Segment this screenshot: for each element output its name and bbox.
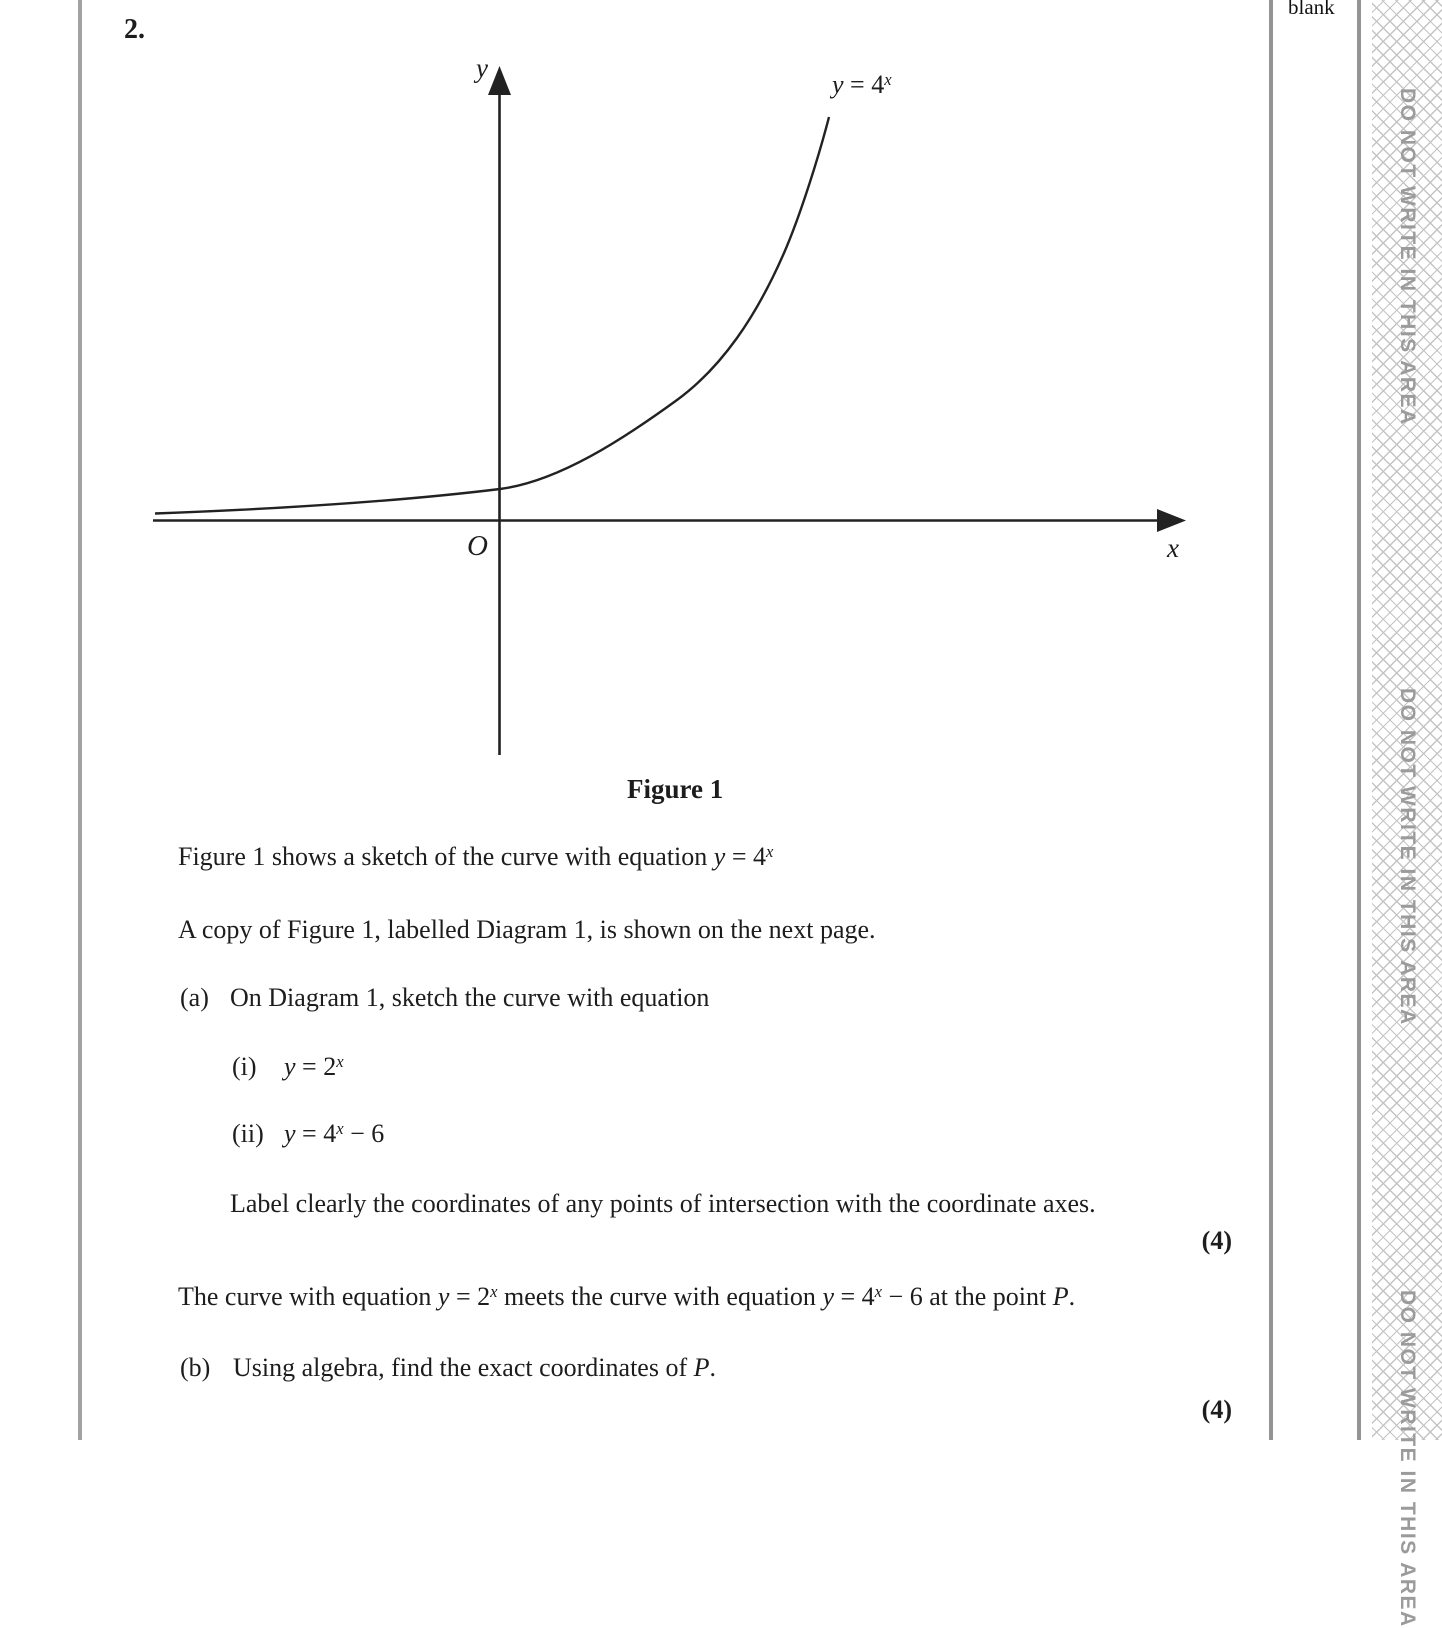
part-b-line (180, 1353, 716, 1384)
part-b-marks: (4) (1201, 1395, 1232, 1424)
y-axis-arrow-icon (488, 66, 511, 95)
question-number: 2. (124, 14, 145, 45)
do-not-write-text: DO NOT WRITE IN THIS AREA (1396, 88, 1419, 426)
copy-note-paragraph: A copy of Figure 1, labelled Diagram 1, is shown on the next page. (178, 915, 876, 944)
item-i-label: (i) (232, 1052, 257, 1081)
curve-y-equals-4-to-x (155, 117, 829, 514)
part-a-marks: (4) (1201, 1226, 1232, 1255)
part-a-item-ii (232, 1119, 384, 1150)
part-a-instruction: Label clearly the coordinates of any points of intersection with the coordinate axes. (230, 1189, 1096, 1218)
part-a-label: (a) (180, 983, 209, 1012)
origin-label: O (467, 530, 488, 562)
part-a-line (180, 983, 709, 1014)
figure-graph (0, 0, 1250, 770)
do-not-write-text: DO NOT WRITE IN THIS AREA (1396, 1290, 1419, 1628)
do-not-write-text: DO NOT WRITE IN THIS AREA (1396, 688, 1419, 1026)
leave-blank-label: blank (1288, 0, 1335, 19)
x-axis-label: x (1167, 533, 1179, 563)
link-paragraph: The curve with equation $y = 2^x$ meets the curve with equation $y = 4^x - 6$ at the point P. (178, 1281, 1076, 1311)
part-a-text: On Diagram 1, sketch the curve with equation (230, 983, 710, 1012)
leave-blank-column-left-line (1269, 0, 1273, 1440)
figure-caption: Figure 1 (627, 774, 724, 804)
leave-blank-column-right-line (1357, 0, 1361, 1440)
item-ii-label: (ii) (232, 1119, 264, 1148)
item-i-equation: $y = 2^x$ (284, 1051, 344, 1081)
x-axis-arrow-icon (1157, 509, 1186, 532)
part-a-item-i (232, 1052, 344, 1083)
part-b-label: (b) (180, 1353, 211, 1382)
curve-equation-label: $y = 4^x$ (832, 69, 892, 99)
do-not-write-strip (1372, 0, 1442, 1628)
part-b-text: Using algebra, find the exact coordinates of P. (233, 1353, 717, 1382)
intro-paragraph: Figure 1 shows a sketch of the curve with equation $y = 4^x$ (178, 841, 774, 871)
item-ii-equation: $y = 4^x - 6$ (284, 1118, 385, 1148)
y-axis-label: y (476, 53, 488, 83)
